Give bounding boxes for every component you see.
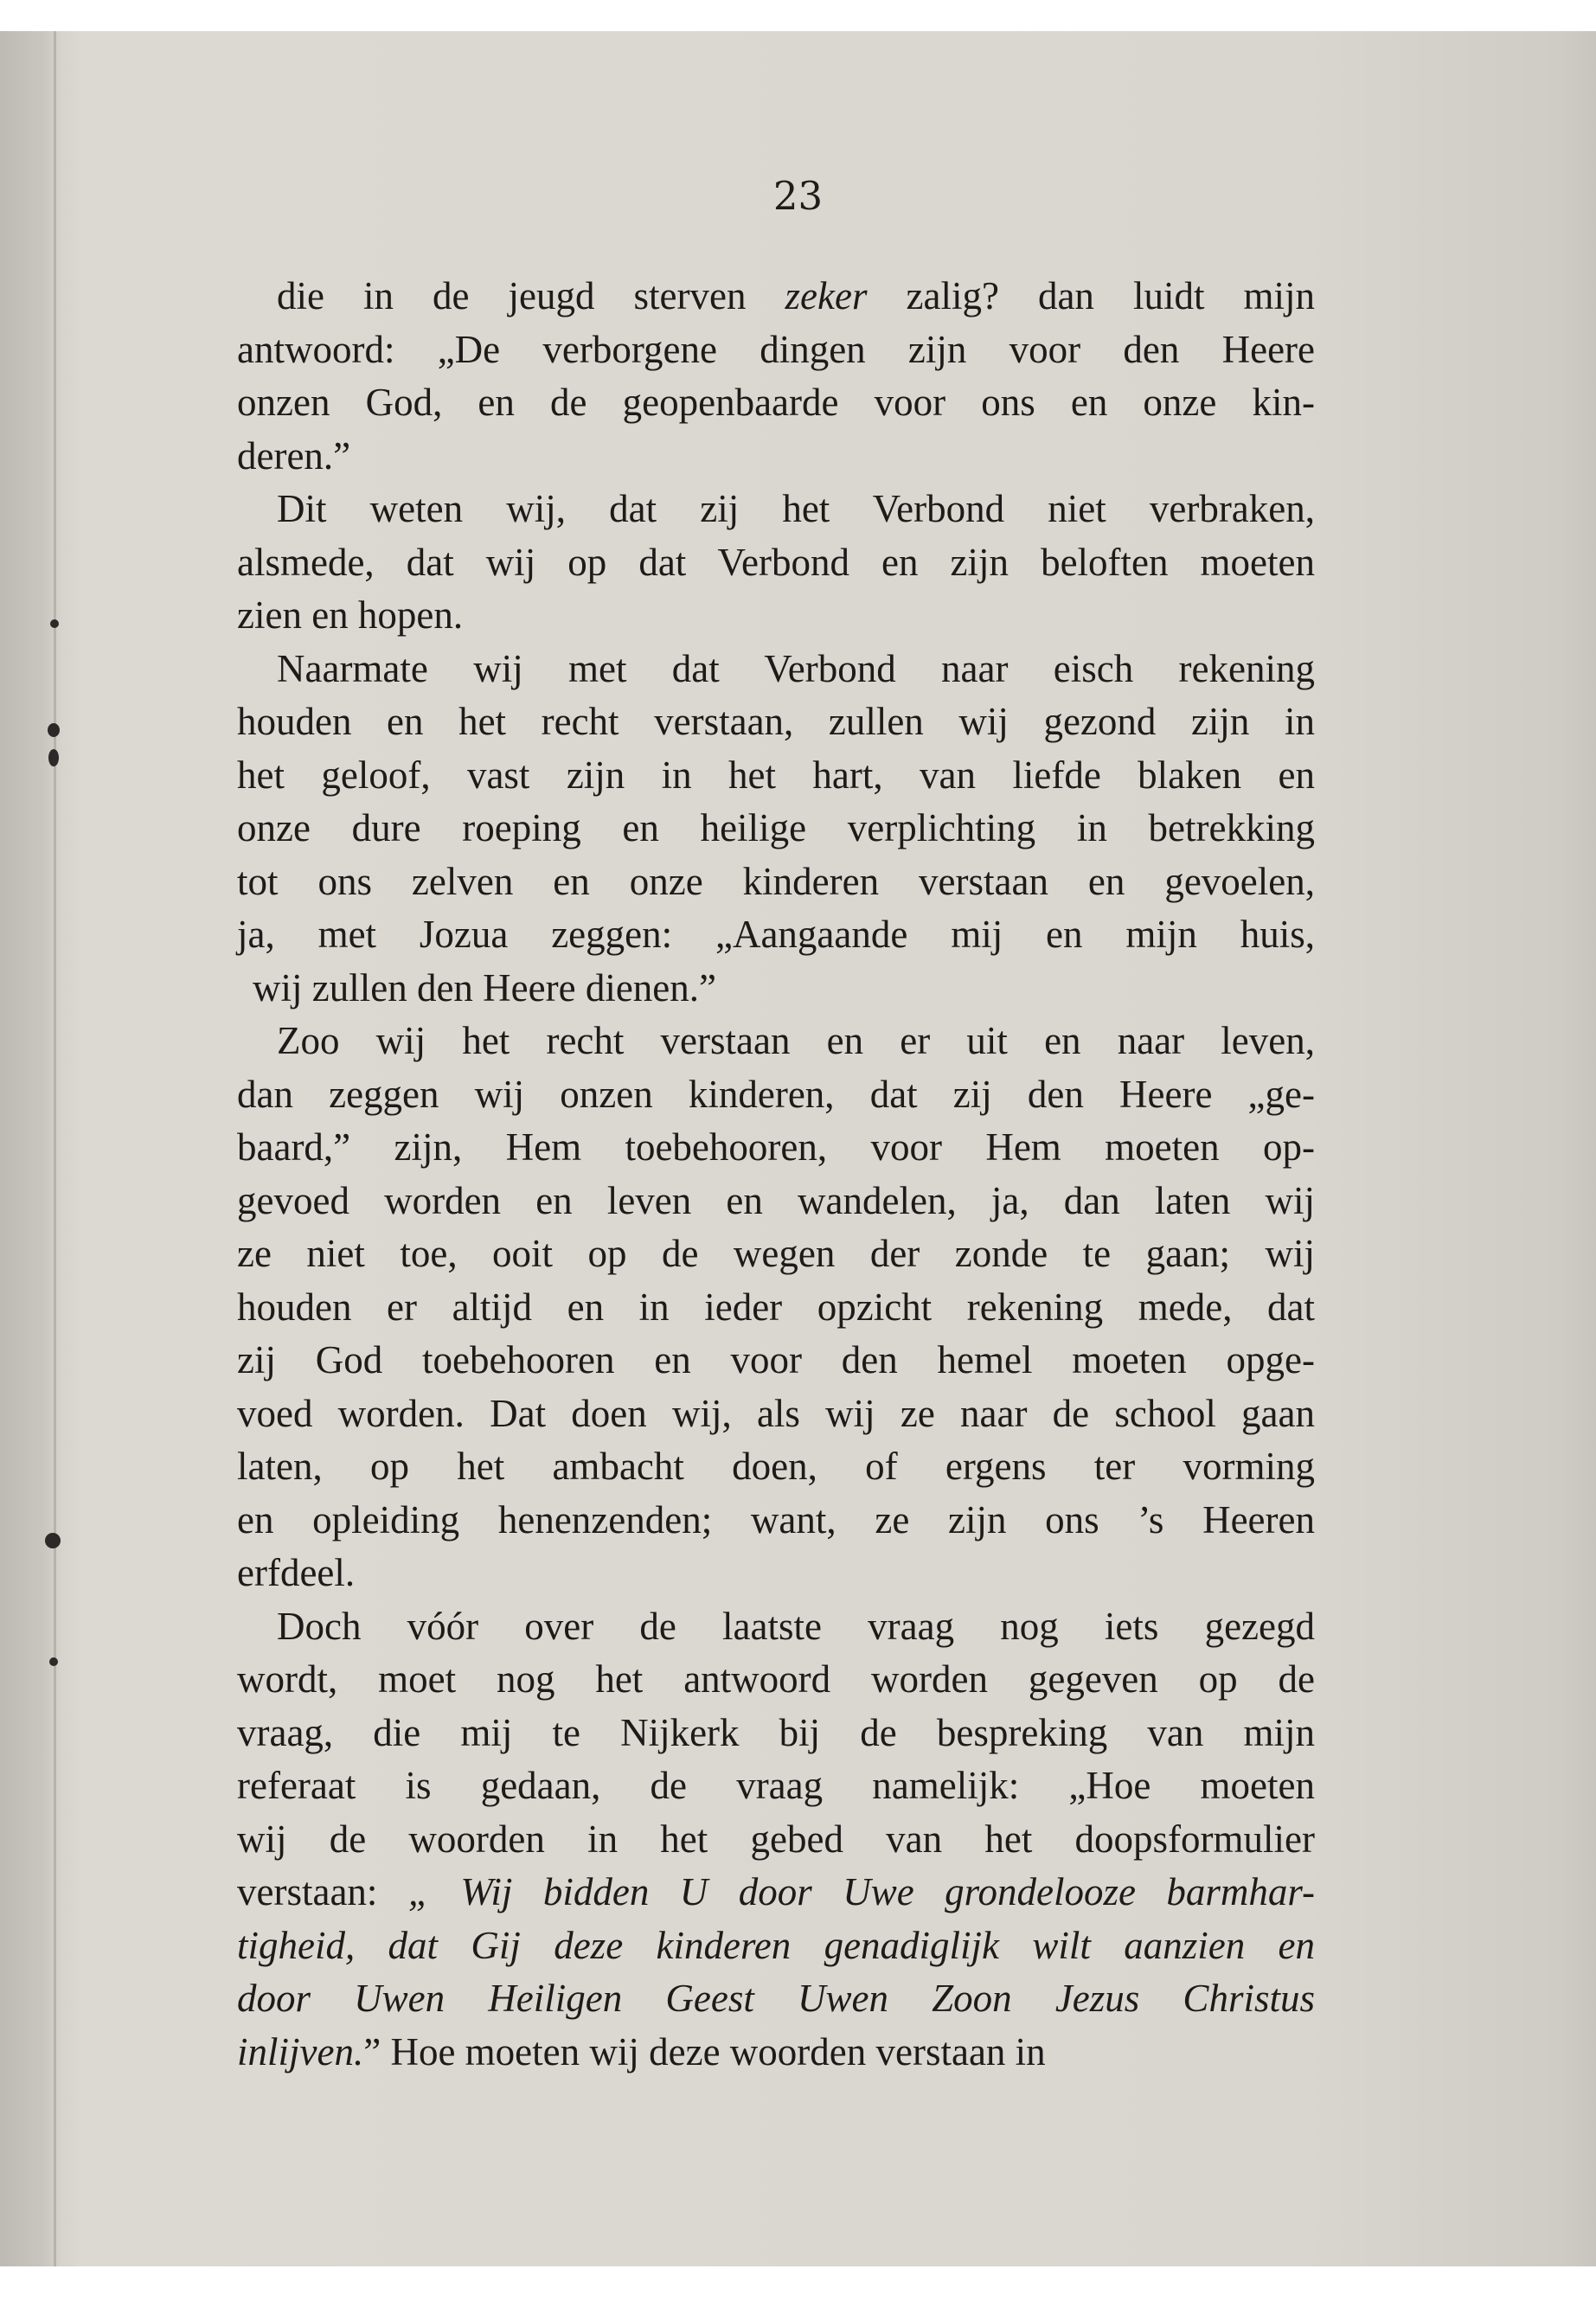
text-run: Doch vóór over de laatste vraag nog iets gezegd <box>277 1604 1315 1648</box>
text-line <box>237 1653 1315 1707</box>
italic-run: inlijven. <box>237 2029 364 2073</box>
text-line <box>237 1227 1315 1281</box>
text-run: wordt, moet nog het antwoord worden gegeven op de <box>237 1657 1315 1701</box>
text-line <box>237 589 1315 643</box>
text-line <box>237 856 1315 909</box>
text-line <box>237 1972 1315 2026</box>
text-line <box>237 376 1315 430</box>
text-line <box>237 1175 1315 1228</box>
text-run: Zoo wij het recht verstaan en er uit en naar leven, <box>277 1019 1315 1062</box>
text-run: houden er altijd en in ieder opzicht rekening mede, dat <box>237 1285 1315 1329</box>
text-line <box>237 270 1315 324</box>
text-line <box>237 324 1315 377</box>
text-line <box>237 1121 1315 1175</box>
binding-hole <box>45 1533 61 1548</box>
text-run: zij God toebehooren en voor den hemel moeten opge- <box>237 1338 1315 1381</box>
text-run: wij zullen den Heere dienen.” <box>253 965 717 1009</box>
text-run: die in de jeugd sterven <box>277 274 785 317</box>
text-line <box>237 1759 1315 1813</box>
text-run: baard,” zijn, Hem toebehooren, voor Hem moeten op- <box>237 1125 1315 1169</box>
text-line <box>237 1015 1315 1068</box>
text-run: zalig? dan luidt mijn <box>867 274 1315 317</box>
text-run: het geloof, vast zijn in het hart, van liefde blaken en <box>237 753 1315 797</box>
italic-run: door Uwen Heiligen Geest Uwen Zoon Jezus Christus <box>237 1977 1315 2020</box>
text-line <box>237 1281 1315 1335</box>
binding-hole <box>50 619 59 628</box>
text-run: zien en hopen. <box>237 593 464 637</box>
text-line <box>237 1707 1315 1760</box>
binding-hole <box>48 749 59 766</box>
text-run: houden en het recht verstaan, zullen wij gezond zijn in <box>237 700 1315 743</box>
text-line <box>237 1600 1315 1654</box>
text-line <box>237 1813 1315 1867</box>
text-run: vraag, die mij te Nijkerk bij de bespreking van mijn <box>237 1710 1315 1754</box>
text-run: dan zeggen wij onzen kinderen, dat zij den Heere „ge- <box>237 1072 1315 1116</box>
text-line <box>237 1920 1315 1973</box>
text-run: onzen God, en de geopenbaarde voor ons en onze kin- <box>237 381 1315 424</box>
text-line <box>237 1068 1315 1122</box>
text-run: laten, op het ambacht doen, of ergens ter vorming <box>237 1445 1315 1488</box>
text-run: voed worden. Dat doen wij, als wij ze naar de school gaan <box>237 1391 1315 1435</box>
text-run: verstaan: <box>237 1870 408 1913</box>
text-run: Naarmate wij met dat Verbond naar eisch rekening <box>277 646 1315 690</box>
text-run: deren.” <box>237 433 351 478</box>
text-run: erfdeel. <box>237 1551 356 1594</box>
paragraph-3 <box>237 643 1315 1016</box>
text-run: alsmede, dat wij op dat Verbond en zijn beloften moeten <box>237 540 1315 584</box>
text-line <box>237 908 1315 962</box>
italic-run: tigheid, dat Gij deze kinderen genadiglijk wilt aanzien en <box>237 1923 1315 1967</box>
text-line <box>237 1494 1315 1548</box>
binding-hole <box>48 723 60 737</box>
text-run: ze niet toe, ooit op de wegen der zonde te gaan; wij <box>237 1232 1315 1275</box>
paragraph-2 <box>237 483 1315 643</box>
italic-run: „ Wij bidden U door Uwe grondelooze barmhar- <box>407 1870 1316 1913</box>
text-run: Dit weten wij, dat zij het Verbond niet verbraken, <box>277 487 1315 530</box>
text-run: antwoord: „De verborgene dingen zijn voor den Heere <box>237 327 1315 371</box>
text-line <box>237 1440 1315 1494</box>
italic-run: zeker <box>785 274 868 317</box>
paragraph-5 <box>237 1600 1315 2080</box>
text-run: wij de woorden in het gebed van het doopsformulier <box>237 1817 1315 1861</box>
text-run: ja, met Jozua zeggen: „Aangaande mij en mijn huis, <box>237 913 1315 956</box>
text-line <box>237 802 1315 856</box>
text-line <box>237 749 1315 803</box>
text-line <box>237 1547 1315 1600</box>
text-line <box>237 1388 1315 1441</box>
page-number: 23 <box>772 173 824 219</box>
text-run: referaat is gedaan, de vraag namelijk: „Hoe moeten <box>237 1764 1315 1807</box>
text-run: ” Hoe moeten wij deze woorden verstaan in <box>363 2029 1046 2073</box>
paragraph-1 <box>237 270 1315 483</box>
text-line <box>237 695 1315 749</box>
binding-hole <box>49 1657 58 1666</box>
page-fold-shadow <box>54 31 56 2266</box>
text-line <box>237 536 1315 590</box>
text-run: gevoed worden en leven en wandelen, ja, dan laten wij <box>237 1178 1315 1222</box>
text-run: tot ons zelven en onze kinderen verstaan en gevoelen, <box>237 859 1315 903</box>
paragraph-4 <box>237 1015 1315 1600</box>
text-run: en opleiding henenzenden; want, ze zijn ons ’s Heeren <box>237 1497 1315 1541</box>
text-line <box>237 643 1315 696</box>
text-line <box>237 430 1315 484</box>
body-text <box>237 270 1315 2079</box>
text-line <box>237 483 1315 536</box>
text-run: onze dure roeping en heilige verplichting in betrekking <box>237 806 1315 849</box>
text-line <box>237 2026 1315 2080</box>
text-line <box>237 1334 1315 1388</box>
text-line <box>237 1866 1315 1920</box>
text-line <box>237 962 1315 1016</box>
